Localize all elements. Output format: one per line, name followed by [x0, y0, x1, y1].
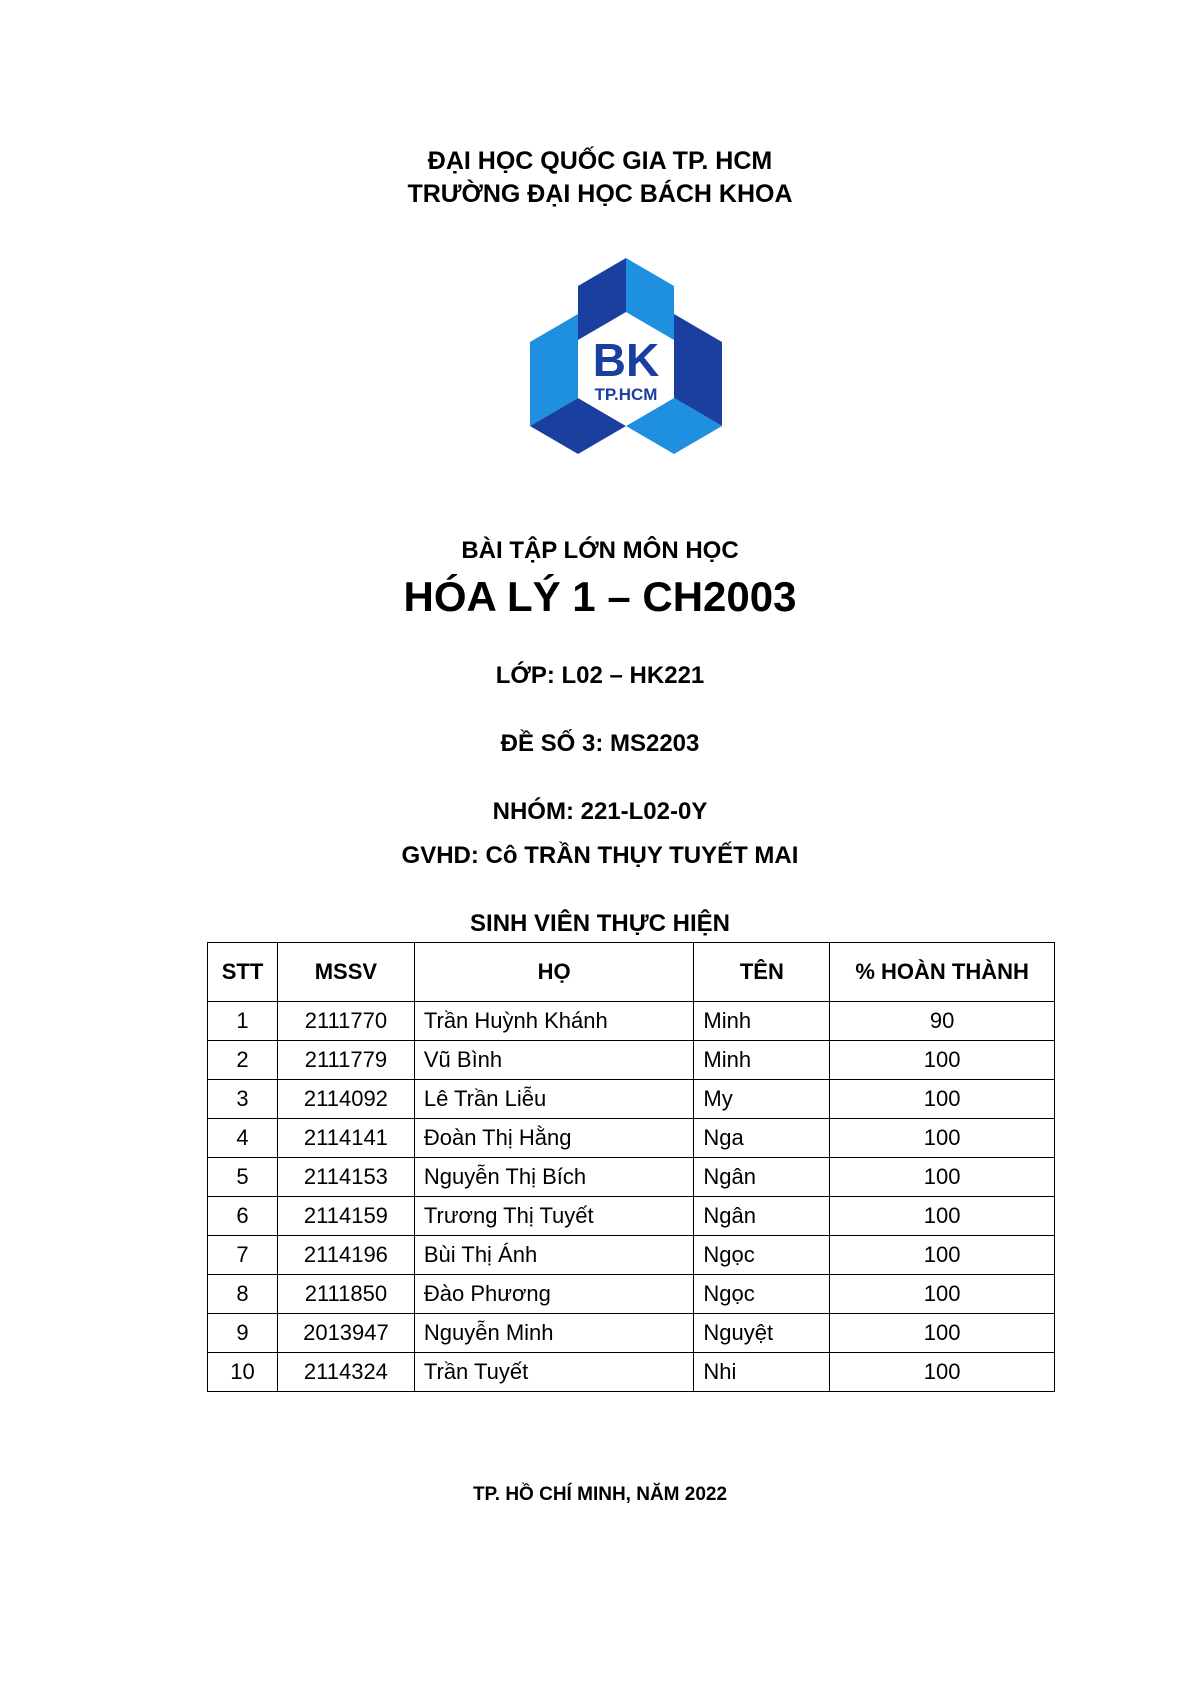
- cell-stt: 2: [208, 1041, 278, 1080]
- header-stt: STT: [208, 943, 278, 1002]
- cell-completion: 100: [830, 1314, 1055, 1353]
- cell-mssv: 2111770: [277, 1002, 414, 1041]
- cell-stt: 9: [208, 1314, 278, 1353]
- footer-place-date: TP. HỒ CHÍ MINH, NĂM 2022: [472, 1484, 728, 1505]
- table-row: [208, 1041, 1055, 1080]
- cell-completion: 100: [830, 1197, 1055, 1236]
- table-row: [208, 1080, 1055, 1119]
- cell-mssv: 2013947: [277, 1314, 414, 1353]
- cell-ten: Ngân: [694, 1197, 830, 1236]
- logo-text-sub: TP.HCM: [594, 385, 658, 404]
- cell-mssv: 2111779: [277, 1041, 414, 1080]
- cell-mssv: 2114141: [277, 1119, 414, 1158]
- header-ho: HỌ: [414, 943, 694, 1002]
- cell-mssv: 2114092: [277, 1080, 414, 1119]
- table-row: [208, 1236, 1055, 1275]
- table-row: [208, 1119, 1055, 1158]
- topic-info: ĐỀ SỐ 3: MS2203: [500, 730, 700, 757]
- cell-ten: Ngân: [694, 1158, 830, 1197]
- cell-ten: Ngọc: [694, 1236, 830, 1275]
- cell-ten: My: [694, 1080, 830, 1119]
- university-header: [0, 145, 1200, 211]
- cell-ho: Trần Huỳnh Khánh: [414, 1002, 694, 1041]
- assignment-subtitle: BÀI TẬP LỚN MÔN HỌC: [461, 537, 739, 564]
- table-row: [208, 1353, 1055, 1392]
- cell-ten: Nguyệt: [694, 1314, 830, 1353]
- cell-completion: 100: [830, 1275, 1055, 1314]
- cell-ho: Lê Trần Liễu: [414, 1080, 694, 1119]
- class-info: LỚP: L02 – HK221: [495, 662, 705, 689]
- cell-completion: 100: [830, 1236, 1055, 1275]
- cell-ten: Ngọc: [694, 1275, 830, 1314]
- header-ten: TÊN: [694, 943, 830, 1002]
- university-name: ĐẠI HỌC QUỐC GIA TP. HCM: [427, 147, 773, 175]
- cell-ho: Nguyễn Thị Bích: [414, 1158, 694, 1197]
- cell-ho: Trần Tuyết: [414, 1353, 694, 1392]
- cell-completion: 100: [830, 1158, 1055, 1197]
- header-mssv: MSSV: [277, 943, 414, 1002]
- advisor-info: GVHD: Cô TRẦN THỤY TUYẾT MAI: [401, 842, 799, 869]
- cell-ten: Minh: [694, 1002, 830, 1041]
- cell-stt: 1: [208, 1002, 278, 1041]
- cell-mssv: 2114153: [277, 1158, 414, 1197]
- cell-mssv: 2111850: [277, 1275, 414, 1314]
- cell-completion: 100: [830, 1353, 1055, 1392]
- cell-completion: 100: [830, 1080, 1055, 1119]
- cell-stt: 10: [208, 1353, 278, 1392]
- cell-ho: Đoàn Thị Hằng: [414, 1119, 694, 1158]
- table-row: [208, 1002, 1055, 1041]
- cell-completion: 100: [830, 1041, 1055, 1080]
- cell-mssv: 2114159: [277, 1197, 414, 1236]
- cell-ho: Đào Phương: [414, 1275, 694, 1314]
- table-row: [208, 1314, 1055, 1353]
- table-row: [208, 1158, 1055, 1197]
- cell-mssv: 2114324: [277, 1353, 414, 1392]
- cell-completion: 90: [830, 1002, 1055, 1041]
- cell-ten: Minh: [694, 1041, 830, 1080]
- members-title: SINH VIÊN THỰC HIỆN: [470, 910, 730, 937]
- table-row: [208, 1275, 1055, 1314]
- cell-ho: Nguyễn Minh: [414, 1314, 694, 1353]
- header-completion: % HOÀN THÀNH: [830, 943, 1055, 1002]
- faculty-name: TRƯỜNG ĐẠI HỌC BÁCH KHOA: [407, 180, 793, 208]
- cell-stt: 5: [208, 1158, 278, 1197]
- table-header-row: [208, 943, 1055, 1002]
- bk-logo: [526, 258, 726, 458]
- table-row: [208, 1197, 1055, 1236]
- cell-ten: Nga: [694, 1119, 830, 1158]
- cell-stt: 8: [208, 1275, 278, 1314]
- cell-ho: Trương Thị Tuyết: [414, 1197, 694, 1236]
- cell-stt: 7: [208, 1236, 278, 1275]
- cell-completion: 100: [830, 1119, 1055, 1158]
- cell-stt: 6: [208, 1197, 278, 1236]
- logo-text-main: BK: [592, 334, 660, 386]
- cell-ho: Vũ Bình: [414, 1041, 694, 1080]
- cell-stt: 3: [208, 1080, 278, 1119]
- course-title: HÓA LÝ 1 – CH2003: [403, 573, 797, 620]
- members-table: [207, 942, 1055, 1392]
- cell-ho: Bùi Thị Ánh: [414, 1236, 694, 1275]
- cell-mssv: 2114196: [277, 1236, 414, 1275]
- cell-stt: 4: [208, 1119, 278, 1158]
- cell-ten: Nhi: [694, 1353, 830, 1392]
- group-info: NHÓM: 221-L02-0Y: [492, 798, 708, 825]
